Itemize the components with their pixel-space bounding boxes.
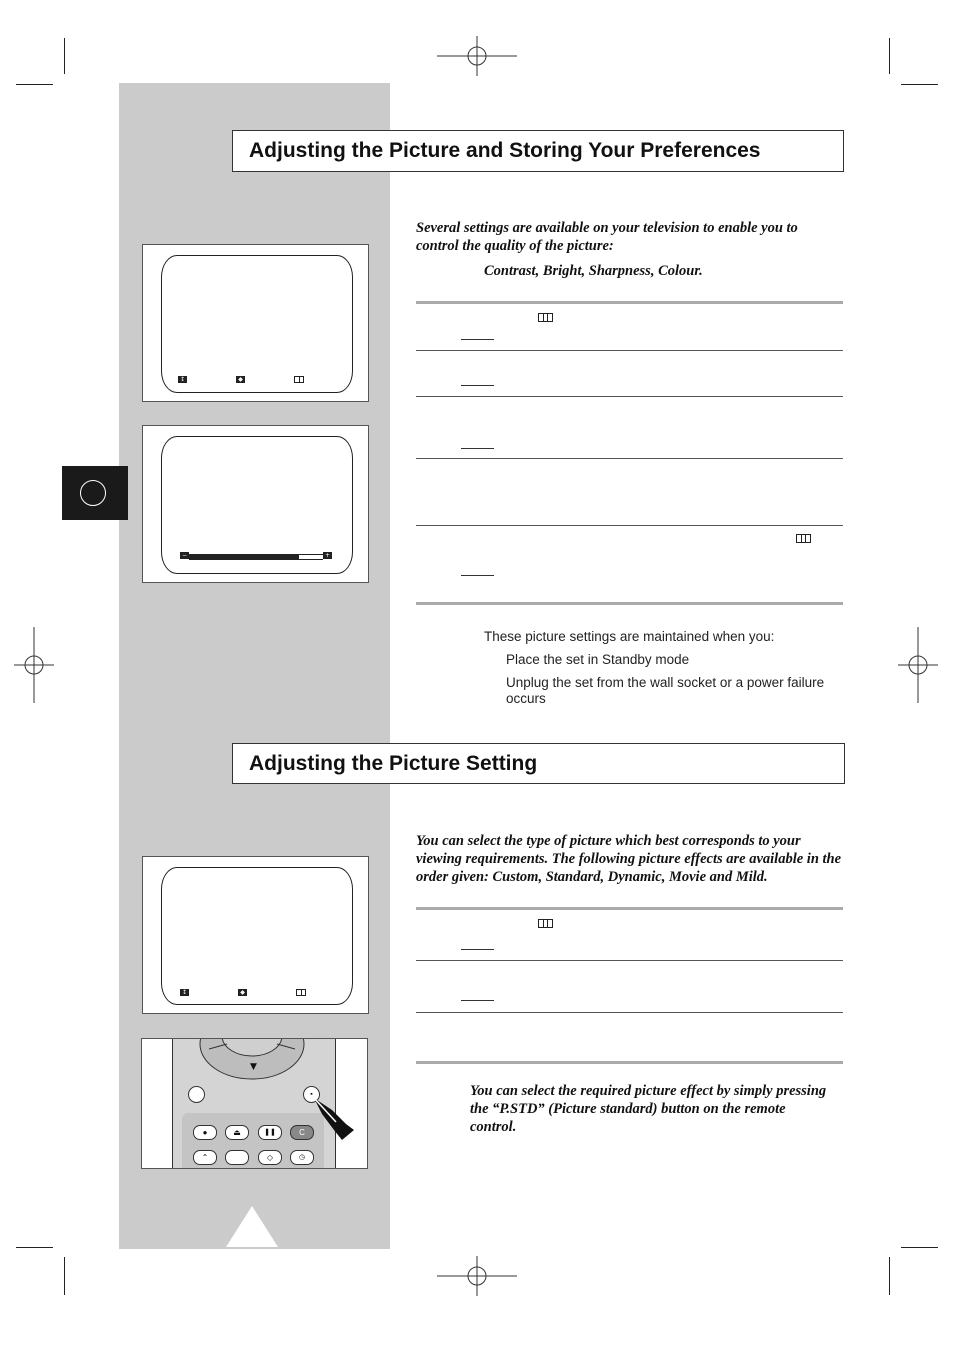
step-underline	[461, 575, 494, 576]
slider-bar	[189, 554, 323, 560]
step-underline	[461, 448, 494, 449]
circle-tab-icon	[80, 480, 106, 506]
adjust-icon: ◆	[236, 376, 245, 383]
menu-icon	[538, 919, 553, 928]
move-icon: ↕	[179, 376, 186, 383]
crop-mark	[889, 1257, 890, 1295]
menu-icon	[538, 313, 553, 322]
move-icon: ↕	[181, 989, 188, 996]
pstd-button[interactable]: ▪	[303, 1086, 320, 1103]
step-rule-bottom	[416, 602, 843, 605]
step-underline	[461, 385, 494, 386]
triangle-page-marker	[224, 1204, 280, 1248]
step-underline	[461, 339, 494, 340]
section2-title-box	[232, 743, 845, 784]
diamond-button[interactable]: ◇	[258, 1150, 282, 1165]
crop-mark	[901, 1247, 938, 1248]
crop-mark	[64, 38, 65, 74]
crop-mark	[16, 1247, 53, 1248]
crop-mark	[889, 38, 890, 74]
step-underline	[461, 1000, 494, 1001]
section1-title: Adjusting the Picture and Storing Your Preferences	[249, 139, 761, 162]
registration-mark	[437, 36, 517, 76]
step-rule	[416, 525, 843, 526]
step-rule	[416, 1012, 843, 1013]
step-rule-top	[416, 301, 843, 304]
tv-screen-menu	[142, 244, 369, 402]
menu-icon	[796, 534, 811, 543]
slider-fill	[189, 555, 299, 559]
up-button[interactable]: ⌃	[193, 1150, 217, 1165]
section2-tip: You can select the required picture effect by simply pressing the “P.STD” (Picture standard) button on the remote control.	[470, 1083, 827, 1135]
crop-mark	[16, 84, 53, 85]
registration-mark	[898, 627, 938, 703]
registration-mark	[437, 1256, 517, 1296]
remote-dpad	[197, 1038, 307, 1082]
step-rule-top	[416, 907, 843, 910]
blank-button[interactable]	[225, 1150, 249, 1165]
step-rule-bottom	[416, 1061, 843, 1064]
eject-button[interactable]: ⏏	[225, 1125, 249, 1140]
adjust-icon: ◆	[238, 989, 247, 996]
pause-button[interactable]: ❚❚	[258, 1125, 282, 1140]
step-underline	[461, 949, 494, 950]
crop-mark	[901, 84, 938, 85]
section1-settings-list: Contrast, Bright, Sharpness, Colour.	[484, 263, 703, 279]
section1-intro: Several settings are available on your television to enable you to control the quality of the picture:	[416, 220, 798, 254]
section2-intro: You can select the type of picture which best corresponds to your viewing requirements. The following picture effects are available in the order given: Custom, Standard, Dynamic, Movie and Mild.	[416, 833, 842, 885]
section2-title: Adjusting the Picture Setting	[249, 751, 538, 775]
menu-icon	[294, 376, 304, 383]
c-button[interactable]: C	[290, 1125, 314, 1140]
remote-control-image	[141, 1038, 368, 1169]
step-rule	[416, 960, 843, 961]
menu-icon	[296, 989, 306, 996]
step-rule	[416, 350, 843, 351]
registration-mark	[14, 627, 54, 703]
chevron-down-icon[interactable]: ▼	[250, 1062, 257, 1072]
minus-icon: −	[181, 552, 188, 559]
note-item: Place the set in Standby mode	[506, 652, 690, 667]
plus-icon: +	[324, 552, 331, 559]
note-item: Unplug the set from the wall socket or a power failure occurs	[506, 675, 825, 706]
step-rule	[416, 458, 843, 459]
tv-screen-menu	[142, 856, 369, 1014]
record-button[interactable]: ●	[193, 1125, 217, 1140]
note-lead: These picture settings are maintained when you:	[484, 629, 775, 644]
tv-mode-button[interactable]	[188, 1086, 205, 1103]
crop-mark	[64, 1257, 65, 1295]
section1-title-box	[232, 130, 844, 172]
language-tab	[62, 466, 128, 520]
tv-screen-slider	[142, 425, 369, 583]
tv-screen-display	[161, 255, 353, 393]
timer-button[interactable]: ◷	[290, 1150, 314, 1165]
tv-screen-display	[161, 867, 353, 1005]
step-rule	[416, 396, 843, 397]
